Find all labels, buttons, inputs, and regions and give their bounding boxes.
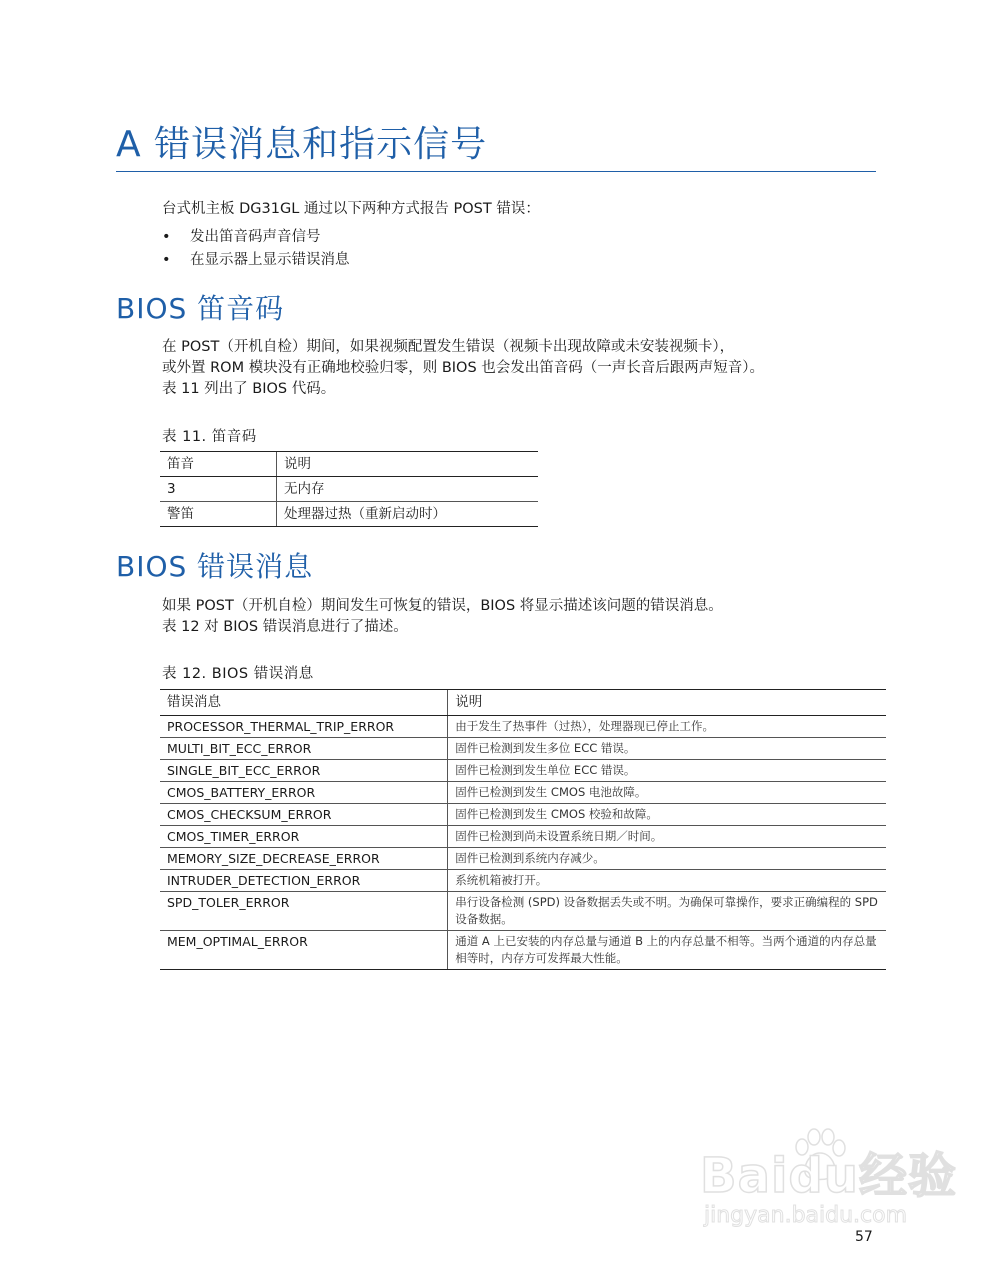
error-paragraph-line: 如果 POST（开机自检）期间发生可恢复的错误，BIOS 将显示描述该问题的错误消息。 <box>162 598 723 614</box>
error-code: CMOS_CHECKSUM_ERROR <box>160 804 448 826</box>
error-description: 通道 A 上已安装的内存总量与通道 B 上的内存总量不相等。当两个通道的内存总量相等时，内存方可发挥最大性能。 <box>448 931 886 970</box>
table-row <box>160 502 538 527</box>
bullet-text: 发出笛音码声音信号 <box>190 229 321 245</box>
table-header-cell: 笛音 <box>160 452 277 477</box>
table-header-cell: 说明 <box>277 452 539 477</box>
error-code: MEM_OPTIMAL_ERROR <box>160 931 448 970</box>
table-row <box>160 931 886 970</box>
table-header-row <box>160 690 886 716</box>
bullet-dot: • <box>162 229 171 245</box>
table-row <box>160 716 886 738</box>
bullet-item <box>162 248 350 269</box>
error-description: 系统机箱被打开。 <box>448 870 886 892</box>
page-number: 57 <box>855 1229 873 1245</box>
table-cell: 无内存 <box>277 477 539 502</box>
error-code: MEMORY_SIZE_DECREASE_ERROR <box>160 848 448 870</box>
error-code: SINGLE_BIT_ECC_ERROR <box>160 760 448 782</box>
table-header-cell: 说明 <box>448 690 886 716</box>
table-cell: 处理器过热（重新启动时） <box>277 502 539 527</box>
error-code: INTRUDER_DETECTION_ERROR <box>160 870 448 892</box>
table-row <box>160 782 886 804</box>
table-header-cell: 错误消息 <box>160 690 448 716</box>
table-row <box>160 848 886 870</box>
table-row <box>160 826 886 848</box>
baidu-watermark <box>700 1125 957 1240</box>
table-row <box>160 870 886 892</box>
error-code: CMOS_BATTERY_ERROR <box>160 782 448 804</box>
error-description: 串行设备检测 (SPD) 设备数据丢失或不明。为确保可靠操作，要求正确编程的 SPD 设备数据。 <box>448 892 886 931</box>
beep-code-table <box>160 451 538 527</box>
watermark-logo: Baidu经验 <box>700 1148 957 1204</box>
error-code: CMOS_TIMER_ERROR <box>160 826 448 848</box>
table-row <box>160 738 886 760</box>
beep-paragraph-line: 或外置 ROM 模块没有正确地校验归零，则 BIOS 也会发出笛音码（一声长音后跟两声短音）。 <box>162 360 765 376</box>
table-12-caption: 表 12. BIOS 错误消息 <box>162 666 314 682</box>
chapter-title: A 错误消息和指示信号 <box>116 124 488 165</box>
error-description: 固件已检测到发生 CMOS 电池故障。 <box>448 782 886 804</box>
error-description: 固件已检测到系统内存减少。 <box>448 848 886 870</box>
error-code: PROCESSOR_THERMAL_TRIP_ERROR <box>160 716 448 738</box>
table-11-caption: 表 11. 笛音码 <box>162 429 257 445</box>
table-row <box>160 892 886 931</box>
beep-section-heading: BIOS 笛音码 <box>116 292 285 325</box>
error-description: 由于发生了热事件（过热），处理器现已停止工作。 <box>448 716 886 738</box>
error-description: 固件已检测到发生 CMOS 校验和故障。 <box>448 804 886 826</box>
error-description: 固件已检测到尚未设置系统日期／时间。 <box>448 826 886 848</box>
beep-paragraph-line: 在 POST（开机自检）期间，如果视频配置发生错误（视频卡出现故障或未安装视频卡）， <box>162 339 735 355</box>
table-header-row <box>160 452 538 477</box>
error-description: 固件已检测到发生单位 ECC 错误。 <box>448 760 886 782</box>
watermark-url: jingyan.baidu.com <box>704 1203 908 1228</box>
bullet-item <box>162 225 321 246</box>
intro-text: 台式机主板 DG31GL 通过以下两种方式报告 POST 错误： <box>162 201 540 217</box>
error-code: SPD_TOLER_ERROR <box>160 892 448 931</box>
error-section-heading: BIOS 错误消息 <box>116 550 314 583</box>
error-code: MULTI_BIT_ECC_ERROR <box>160 738 448 760</box>
table-row <box>160 804 886 826</box>
table-cell: 警笛 <box>160 502 277 527</box>
table-cell: 3 <box>160 477 277 502</box>
bullet-dot: • <box>162 252 171 268</box>
beep-paragraph-line: 表 11 列出了 BIOS 代码。 <box>162 381 336 397</box>
error-description: 固件已检测到发生多位 ECC 错误。 <box>448 738 886 760</box>
bios-error-table <box>160 689 886 970</box>
table-row <box>160 477 538 502</box>
table-row <box>160 760 886 782</box>
bullet-text: 在显示器上显示错误消息 <box>190 252 350 268</box>
error-paragraph-line: 表 12 对 BIOS 错误消息进行了描述。 <box>162 619 408 635</box>
chapter-rule <box>116 171 876 172</box>
